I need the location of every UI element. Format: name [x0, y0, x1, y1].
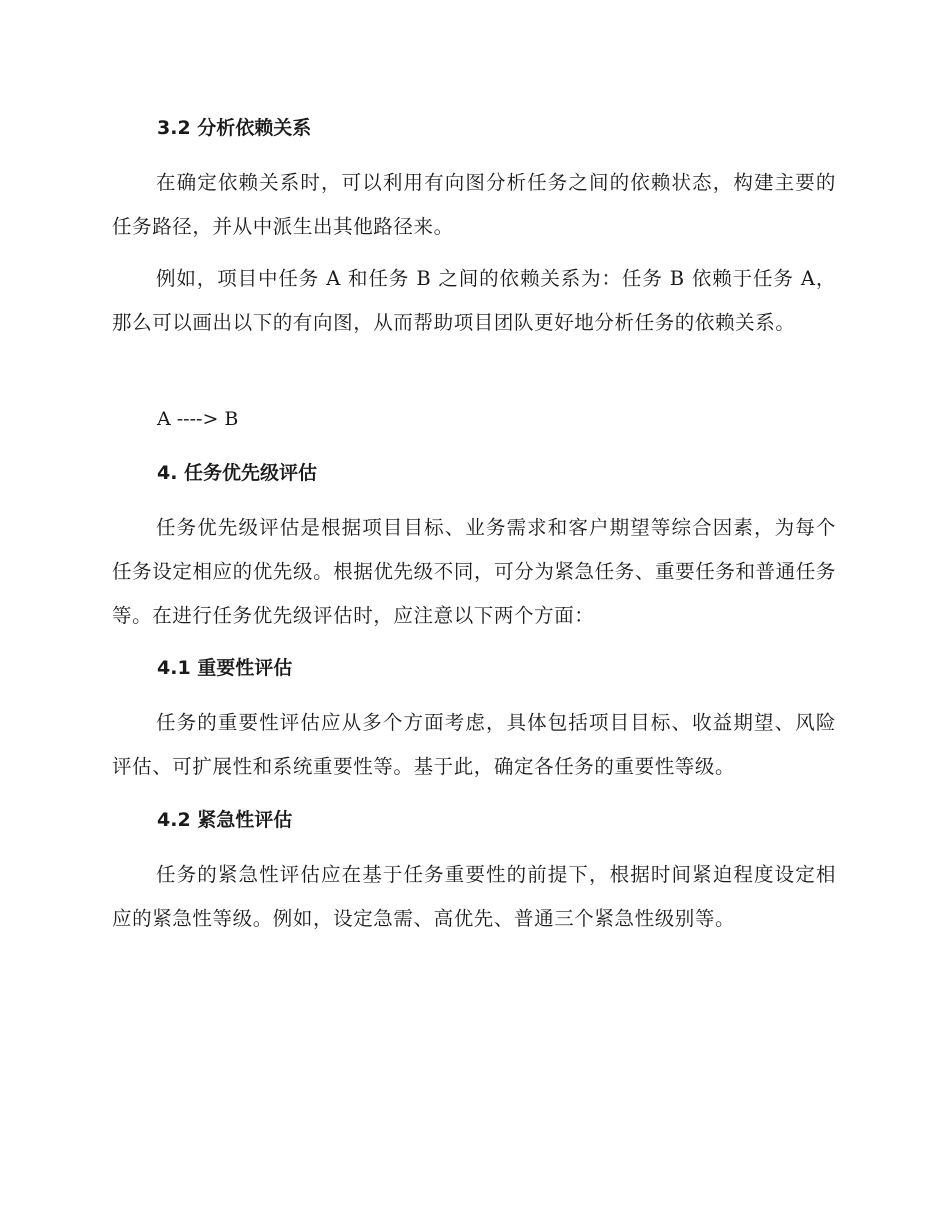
section-4-2-heading: 4.2 紧急性评估 [157, 809, 293, 831]
section-4-1-paragraph: 任务的重要性评估应从多个方面考虑，具体包括项目目标、收益期望、风险评估、可扩展性和系统重要性等。基于此，确定各任务的重要性等级。 [112, 711, 836, 778]
dependency-diagram: A ----> B [157, 408, 239, 430]
section-4-heading: 4. 任务优先级评估 [157, 462, 318, 484]
section-4-1-heading: 4.1 重要性评估 [157, 657, 293, 679]
section-3-2-paragraph-1: 在确定依赖关系时，可以利用有向图分析任务之间的依赖状态，构建主要的任务路径，并从中派生出其他路径来。 [112, 171, 836, 238]
section-3-2-heading: 3.2 分析依赖关系 [157, 117, 312, 139]
section-3-2-paragraph-2: 例如，项目中任务 A 和任务 B 之间的依赖关系为：任务 B 依赖于任务 A，那么可以画出以下的有向图，从而帮助项目团队更好地分析任务的依赖关系。 [112, 267, 836, 334]
section-4-2-paragraph: 任务的紧急性评估应在基于任务重要性的前提下，根据时间紧迫程度设定相应的紧急性等级。例如，设定急需、高优先、普通三个紧急性级别等。 [112, 863, 836, 930]
section-4-paragraph: 任务优先级评估是根据项目目标、业务需求和客户期望等综合因素，为每个任务设定相应的优先级。根据优先级不同，可分为紧急任务、重要任务和普通任务等。在进行任务优先级评估时，应注意以下两个方面： [112, 516, 836, 627]
